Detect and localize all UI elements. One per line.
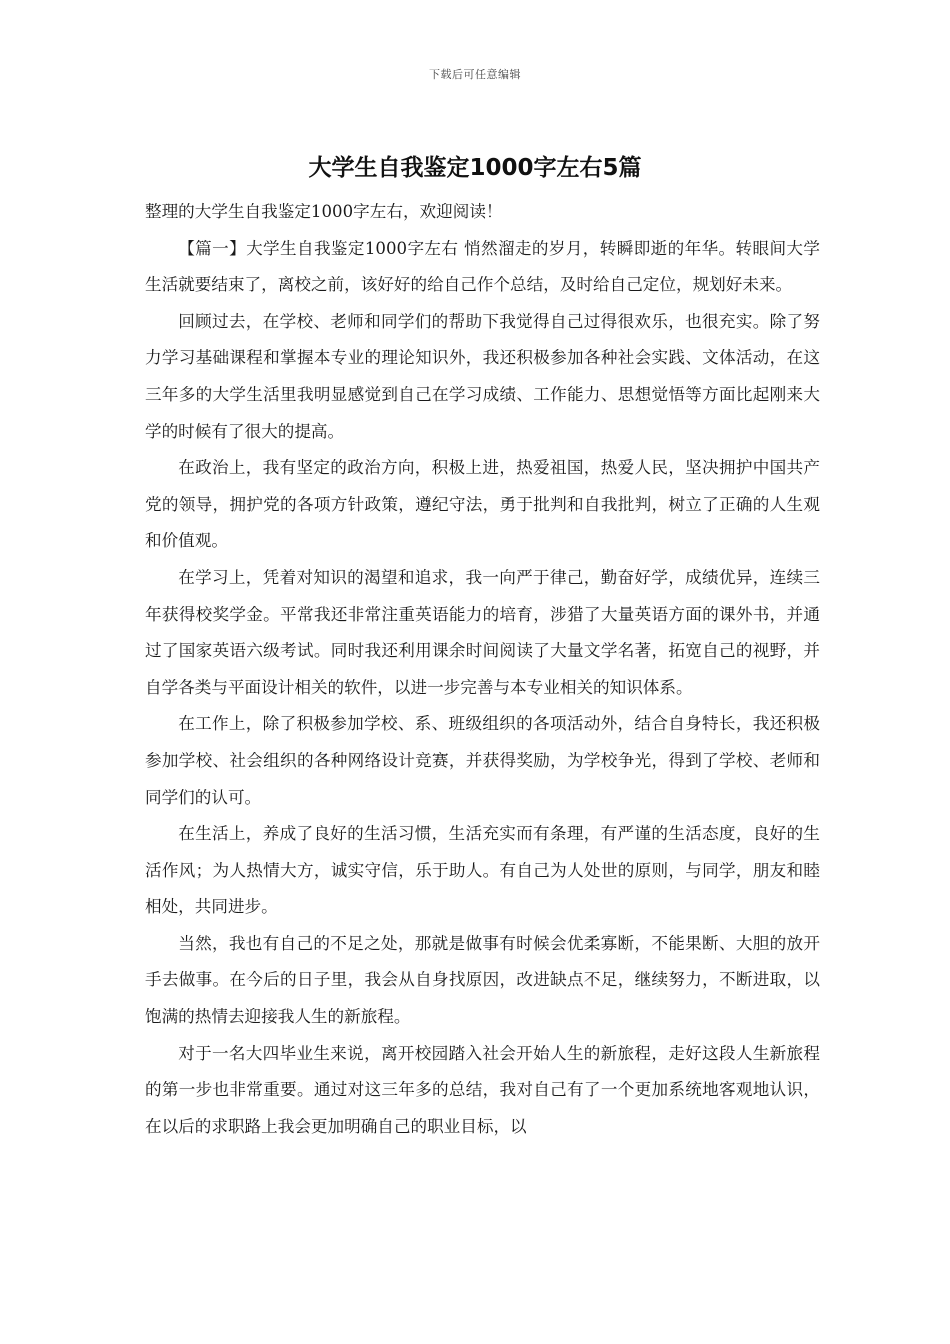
paragraph-2: 回顾过去，在学校、老师和同学们的帮助下我觉得自己过得很欢乐，也很充实。除了努力学习基础课程和掌握本专业的理论知识外，我还积极参加各种社会实践、文体活动，在这三年多的大学生活里我明显感觉到自己在学习成绩、工作能力、思想觉悟等方面比起刚来大学的时候有了很大的提高。	[145, 311, 820, 441]
paragraph-1: 【篇一】大学生自我鉴定1000字左右 悄然溜走的岁月，转瞬即逝的年华。转眼间大学生活就要结束了，离校之前，该好好的给自己作个总结，及时给自己定位，规划好未来。	[145, 238, 820, 295]
paragraph-7: 当然，我也有自己的不足之处，那就是做事有时候会优柔寡断，不能果断、大胆的放开手去做事。在今后的日子里，我会从自身找原因，改进缺点不足，继续努力，不断进取，以饱满的热情去迎接我人生的新旅程。	[145, 933, 820, 1027]
document-title: 大学生自我鉴定1000字左右5篇	[308, 155, 642, 181]
intro-paragraph: 整理的大学生自我鉴定1000字左右，欢迎阅读！	[145, 202, 503, 221]
paragraph-8: 对于一名大四毕业生来说，离开校园踏入社会开始人生的新旅程，走好这段人生新旅程的第一步也非常重要。通过对这三年多的总结，我对自己有了一个更加系统地客观地认识，在以后的求职路上我会更加明确自己的职业目标，以	[145, 1043, 820, 1136]
document-body	[145, 194, 820, 1145]
paragraph-4: 在学习上，凭着对知识的渴望和追求，我一向严于律己，勤奋好学，成绩优异，连续三年获得校奖学金。平常我还非常注重英语能力的培育，涉猎了大量英语方面的课外书，并通过了国家英语六级考试。同时我还利用课余时间阅读了大量文学名著，拓宽自己的视野，并自学各类与平面设计相关的软件，以进一步完善与本专业相关的知识体系。	[145, 567, 820, 697]
paragraph-3: 在政治上，我有坚定的政治方向，积极上进，热爱祖国，热爱人民，坚决拥护中国共产党的领导，拥护党的各项方针政策，遵纪守法，勇于批判和自我批判，树立了正确的人生观和价值观。	[145, 458, 820, 551]
paragraph-5: 在工作上，除了积极参加学校、系、班级组织的各项活动外，结合自身特长，我还积极参加学校、社会组织的各种网络设计竞赛，并获得奖励，为学校争光，得到了学校、老师和同学们的认可。	[145, 714, 820, 807]
header-note: 下载后可任意编辑	[429, 68, 521, 81]
paragraph-6: 在生活上，养成了良好的生活习惯，生活充实而有条理，有严谨的生活态度，良好的生活作风；为人热情大方，诚实守信，乐于助人。有自己为人处世的原则，与同学，朋友和睦相处，共同进步。	[145, 824, 820, 917]
